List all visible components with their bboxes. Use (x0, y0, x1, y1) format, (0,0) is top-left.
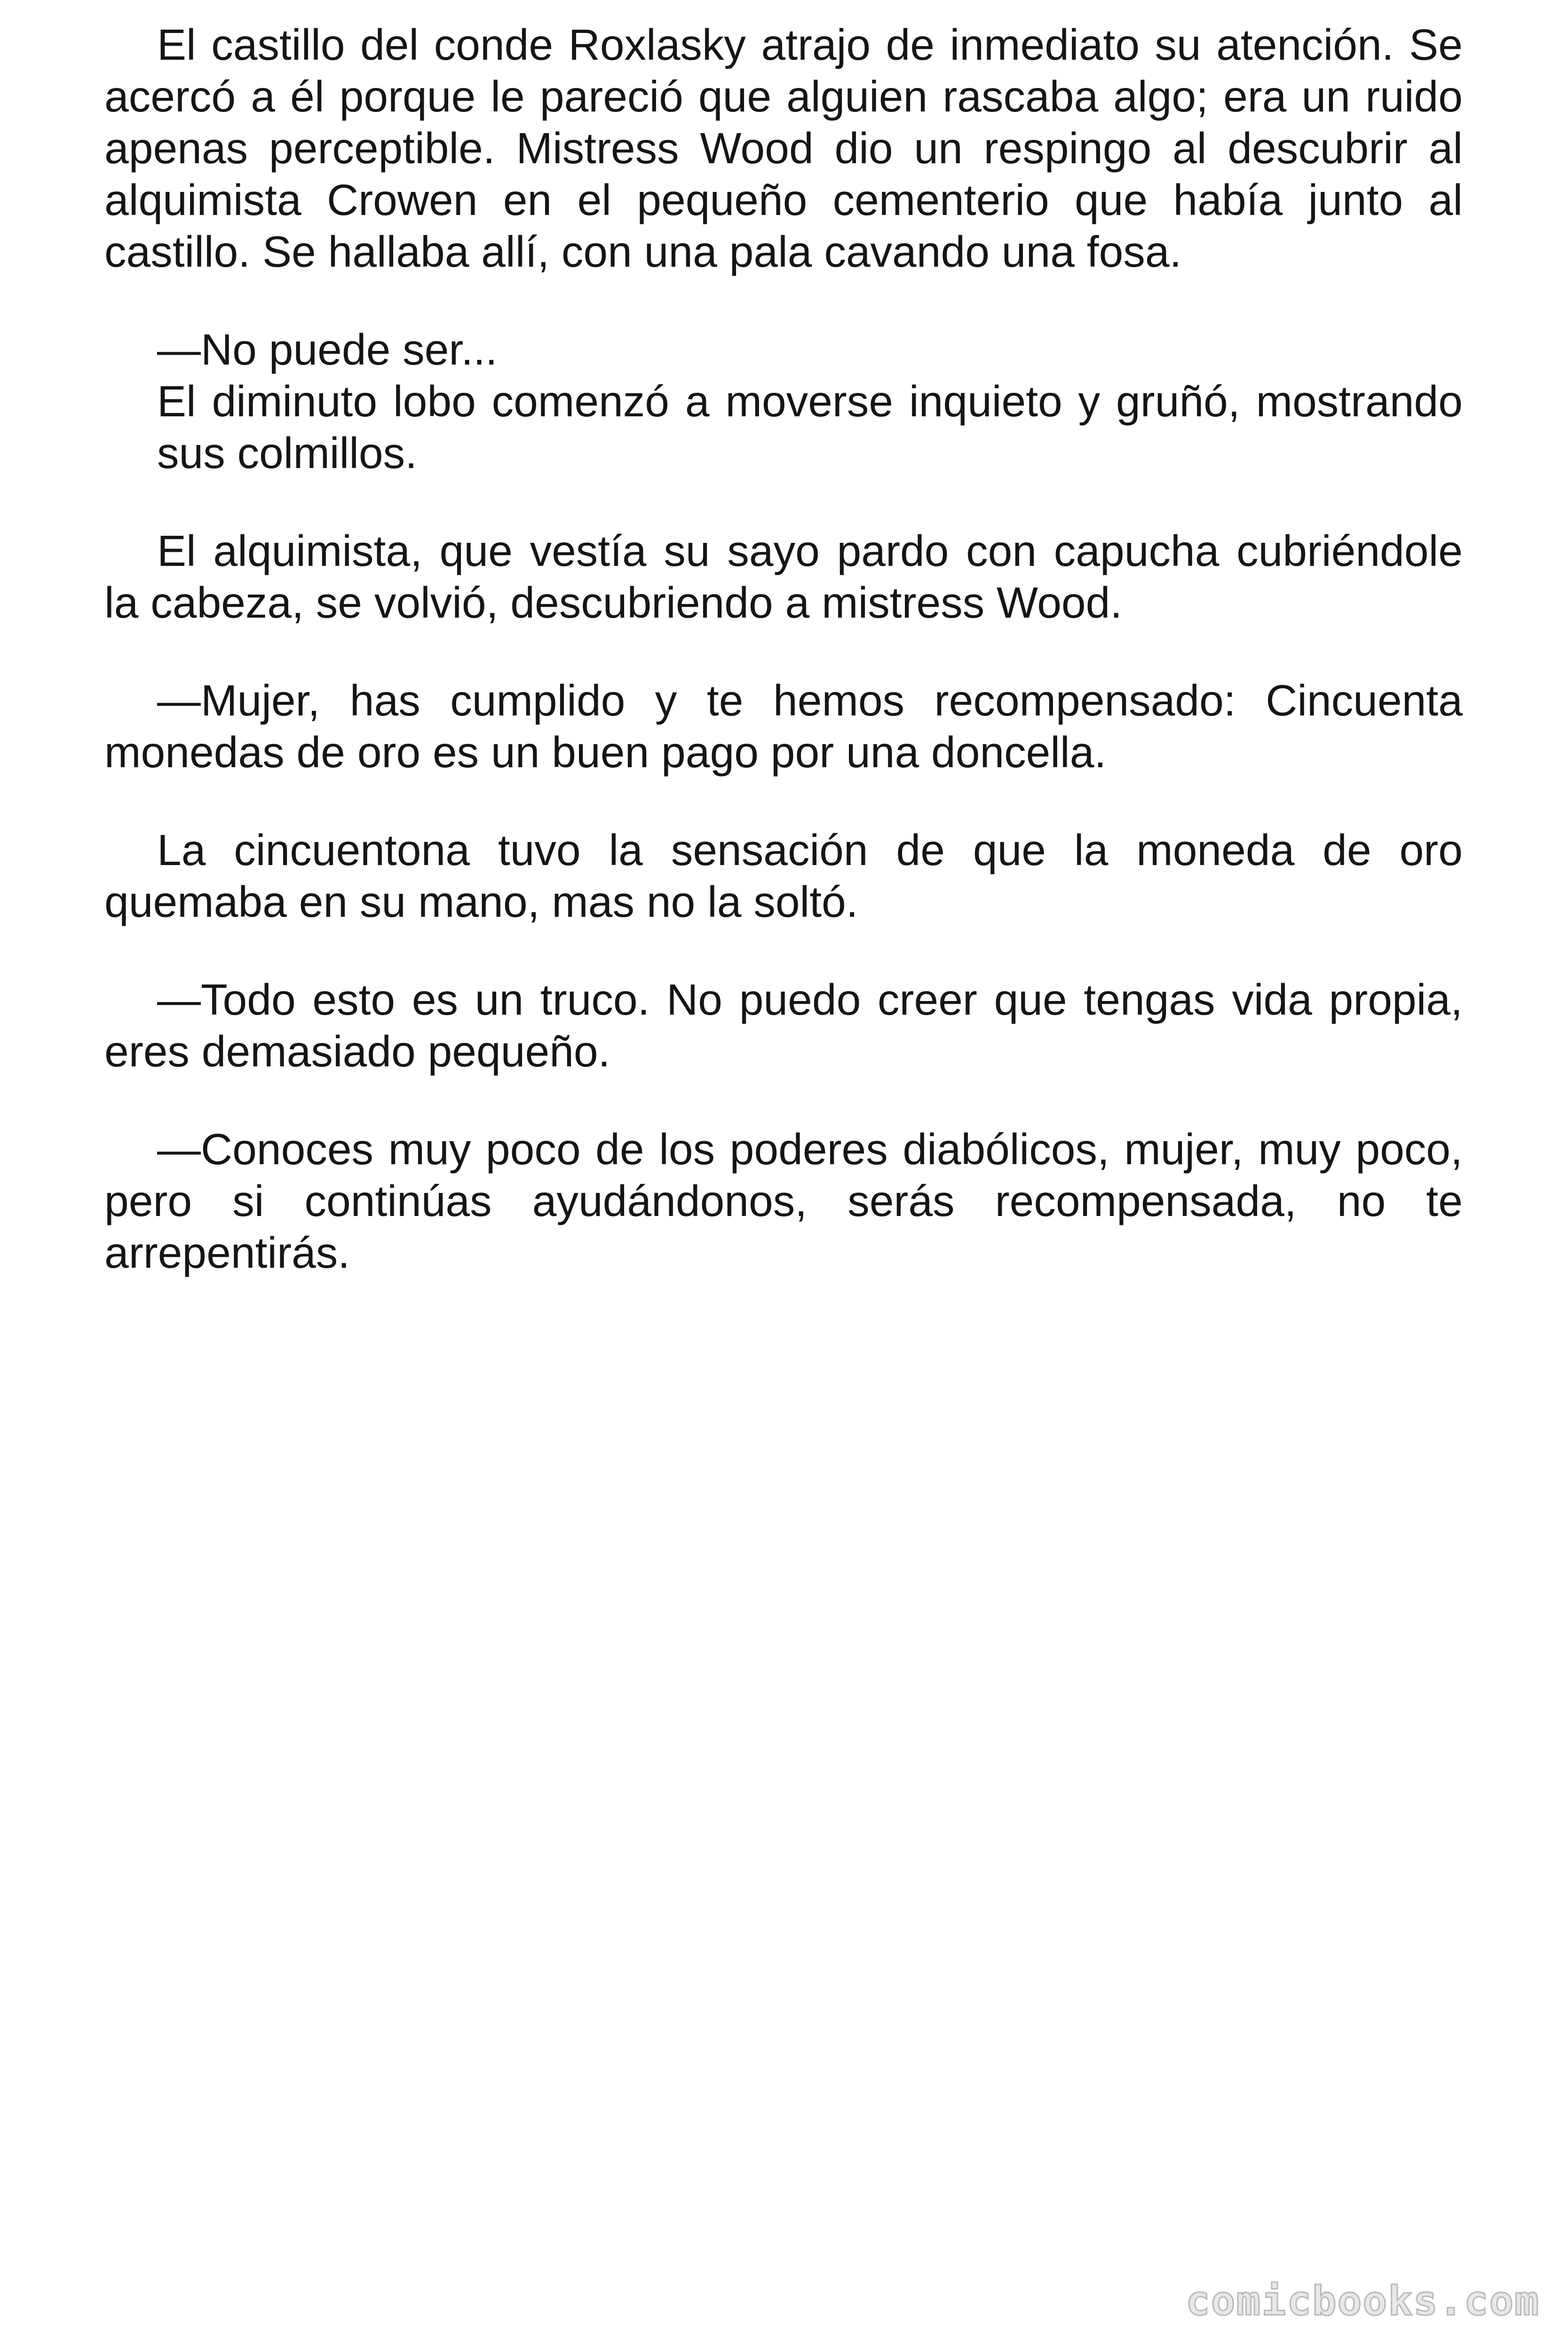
body-text (104, 19, 1463, 1325)
watermark: comicbooks.com (1186, 2278, 1540, 2325)
paragraph-7: —Todo esto es un truco. No puedo creer que tengas vida propia, eres demasiado pequeño. (104, 975, 1463, 1076)
paragraph-5: —Mujer, has cumplido y te hemos recompensado: Cincuenta monedas de oro es un buen pago por una doncella. (104, 676, 1463, 777)
paragraph-4: El alquimista, que vestía su sayo pardo con capucha cubriéndole la cabeza, se volvió, descubriendo a mistress Wood. (104, 526, 1463, 627)
paragraph-3: El diminuto lobo comenzó a moverse inquieto y gruñó, mostrando sus colmillos. (157, 377, 1463, 477)
paragraph-1: El castillo del conde Roxlasky atrajo de inmediato su atención. Se acercó a él porque le pareció que alguien rascaba algo; era un ruido apenas perceptible. Mistress Wood dio un respingo al descubrir al alquimista Crowen en el pequeño cementerio que había junto al castillo. Se hallaba allí, con una pala cavando una fosa. (104, 20, 1463, 276)
paragraph-6: La cincuentona tuvo la sensación de que la moneda de oro quemaba en su mano, mas no la soltó. (104, 826, 1463, 926)
paragraph-2: —No puede ser... (157, 325, 498, 374)
paragraph-8: —Conoces muy poco de los poderes diabólicos, mujer, muy poco, pero si continúas ayudándonos, serás recompensada, no te arrepentirás. (104, 1125, 1463, 1277)
